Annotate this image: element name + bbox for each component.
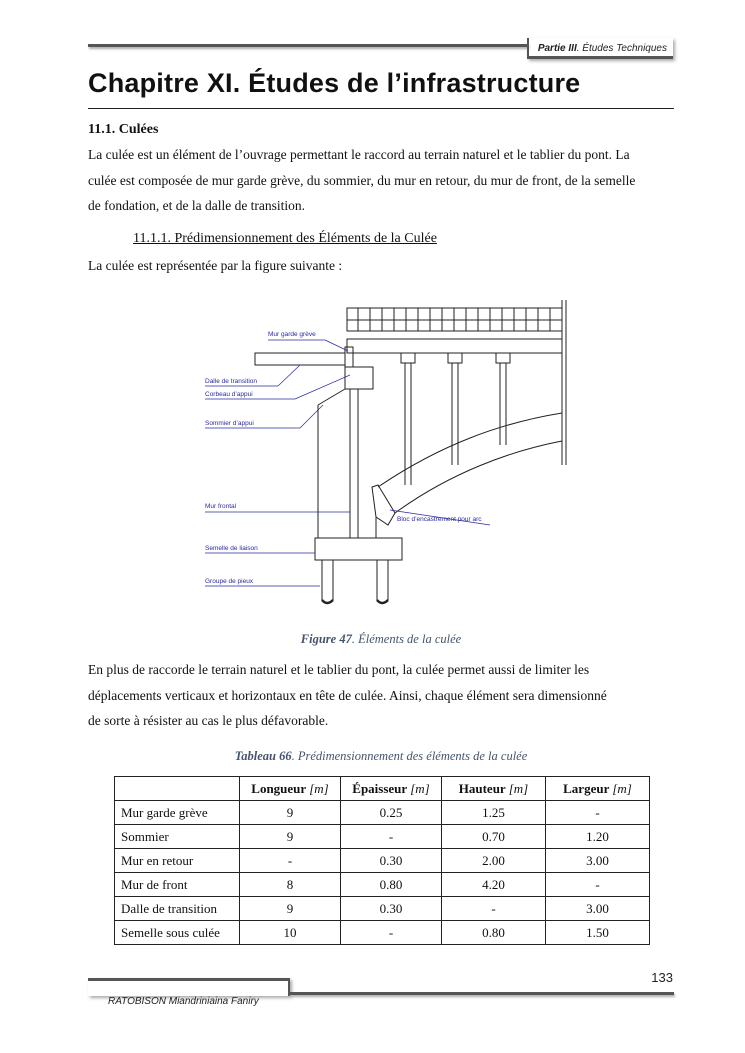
header-longueur: Longueur [m] [240, 777, 341, 801]
table-cell: 0.30 [341, 849, 442, 873]
table-cell: - [546, 801, 650, 825]
header-section: Études Techniques [582, 43, 667, 54]
dimension-table [114, 776, 650, 945]
page-number: 133 [651, 970, 673, 985]
table-row [115, 873, 650, 897]
table-cell: 3.00 [546, 897, 650, 921]
row-label: Mur garde grève [115, 801, 240, 825]
table-cell: - [341, 825, 442, 849]
footer-rule [290, 992, 674, 995]
table-row [115, 897, 650, 921]
arch-upper [378, 413, 562, 487]
table-cell: 0.80 [341, 873, 442, 897]
footing [315, 538, 402, 560]
table-cell: 2.00 [442, 849, 546, 873]
arch-block [372, 485, 395, 525]
table-cell: 9 [240, 801, 341, 825]
row-label: Mur en retour [115, 849, 240, 873]
table-cell: 9 [240, 825, 341, 849]
header-hauteur: Hauteur [m] [442, 777, 546, 801]
table-cell: 4.20 [442, 873, 546, 897]
body-line: déplacements verticaux et horizontaux en tête de culée. Ainsi, chaque élément sera dimensionné [88, 687, 607, 703]
figure-intro: La culée est représentée par la figure suivante : [88, 258, 343, 273]
body-line: En plus de raccorde le terrain naturel et le tablier du pont, la culée permet aussi de limiter les [88, 662, 590, 677]
table-cell: 0.30 [341, 897, 442, 921]
intro-paragraph [88, 142, 674, 219]
table-cell: 8 [240, 873, 341, 897]
label-semelle: Semelle de liaison [205, 545, 258, 552]
table-cell: 1.20 [546, 825, 650, 849]
chapter-title: Chapitre XI. Études de l’infrastructure [88, 68, 581, 98]
table-cell: - [240, 849, 341, 873]
label-sommier: Sommier d’appui [205, 420, 254, 427]
row-label: Semelle sous culée [115, 921, 240, 945]
table-cell: - [442, 897, 546, 921]
label-mur-garde-greve: Mur garde grève [268, 331, 316, 338]
label-pieux: Groupe de pieux [205, 578, 254, 585]
table-cell: 1.25 [442, 801, 546, 825]
footer-tab [88, 978, 290, 996]
header-rule [88, 44, 528, 47]
header-part: Partie III [537, 43, 577, 54]
table-corner [115, 777, 240, 801]
table-row [115, 825, 650, 849]
table-cell: 1.50 [546, 921, 650, 945]
table-caption-text: . Prédimensionnement des éléments de la culée [291, 749, 528, 763]
body-paragraph [88, 657, 674, 734]
title-rule [88, 108, 674, 109]
table-caption-number: Tableau 66 [234, 749, 292, 763]
table-cell: - [546, 873, 650, 897]
table-cell: 10 [240, 921, 341, 945]
table-row [115, 801, 650, 825]
arch-lower [395, 441, 562, 513]
transition-slab [255, 353, 345, 365]
table-caption [88, 749, 674, 764]
row-label: Sommier [115, 825, 240, 849]
figure-caption-number: Figure 47 [300, 632, 352, 646]
row-label: Mur de front [115, 873, 240, 897]
header-largeur: Largeur [m] [546, 777, 650, 801]
header-epaisseur: Épaisseur [m] [341, 777, 442, 801]
table-header-row [115, 777, 650, 801]
table-cell: 0.80 [442, 921, 546, 945]
label-mur-frontal: Mur frontal [205, 503, 237, 510]
subsection-title: 11.1.1. Prédimensionnement des Éléments de la Culée [133, 231, 437, 246]
table-cell: 0.25 [341, 801, 442, 825]
table-row [115, 921, 650, 945]
intro-line: La culée est un élément de l’ouvrage permettant le raccord au terrain naturel et le tablier du pont. La [88, 147, 630, 162]
label-dalle-transition: Dalle de transition [205, 378, 258, 385]
table-cell: 9 [240, 897, 341, 921]
label-bloc: Bloc d’encastrement pour arc [397, 516, 482, 523]
bearing-sill [345, 367, 373, 389]
table-cell: 0.70 [442, 825, 546, 849]
table-cell: - [341, 921, 442, 945]
deck-slab [347, 339, 562, 353]
figure-caption [88, 632, 674, 647]
section-title: 11.1. Culées [88, 122, 159, 137]
running-header: Partie III. Études Techniques [537, 43, 667, 54]
abutment-figure [200, 295, 580, 615]
table-row [115, 849, 650, 873]
intro-line: culée est composée de mur garde grève, du sommier, du mur en retour, du mur de front, de la semelle [88, 172, 636, 188]
body-line: de sorte à résister au cas le plus défavorable. [88, 713, 329, 728]
row-label: Dalle de transition [115, 897, 240, 921]
spandrel-columns [401, 353, 510, 485]
table-cell: 3.00 [546, 849, 650, 873]
label-corbeau: Corbeau d’appui [205, 391, 253, 398]
intro-line: de fondation, et de la dalle de transition. [88, 198, 306, 213]
footer-author: RATOBISON Miandriniaina Faniry [108, 996, 259, 1007]
figure-caption-text: . Éléments de la culée [351, 632, 462, 646]
